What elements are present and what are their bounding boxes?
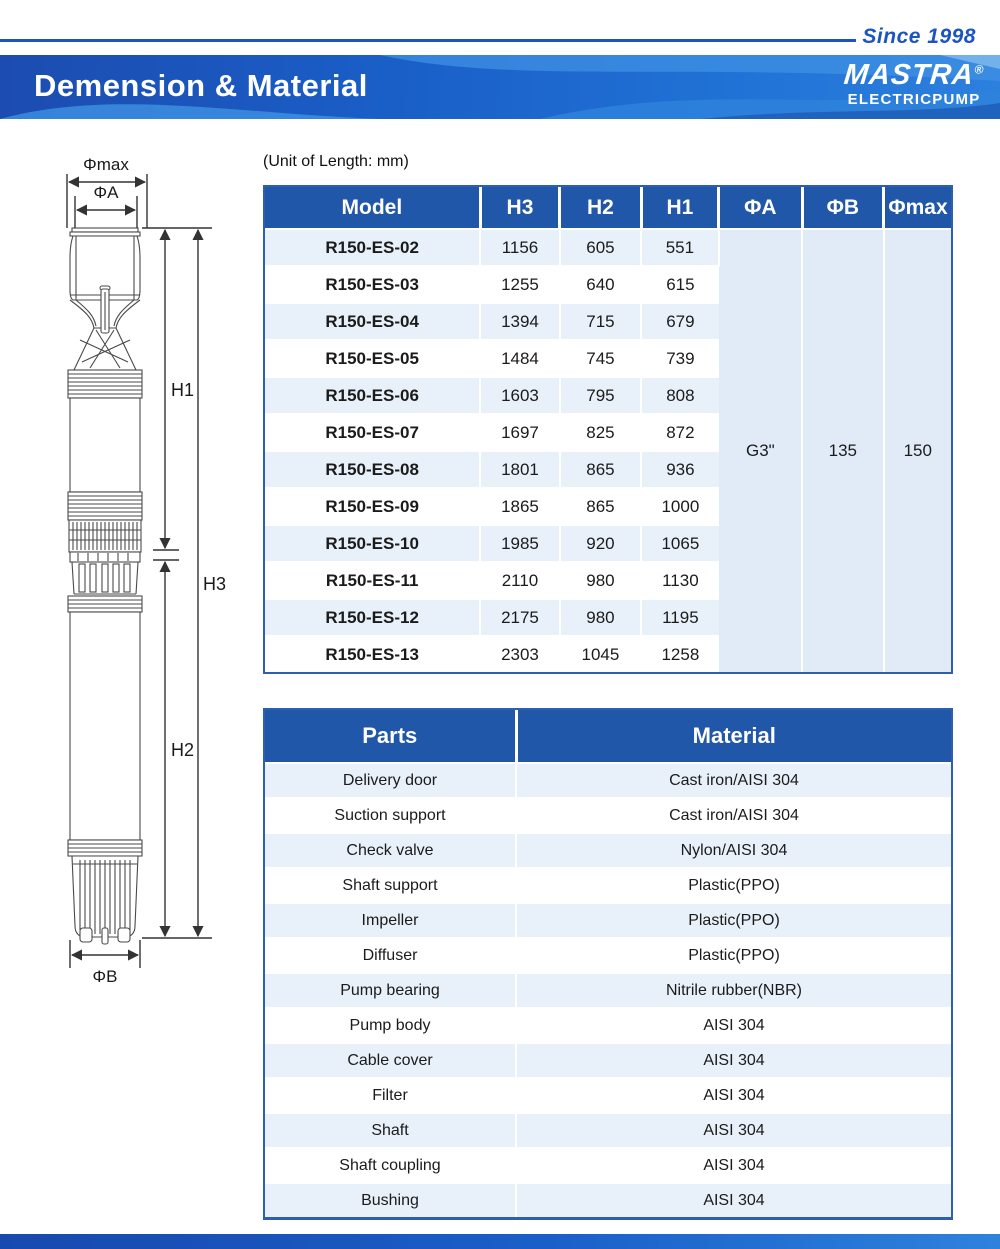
model-cell: R150-ES-03	[265, 266, 480, 303]
parts-table-row	[265, 1078, 951, 1113]
h2-value-cell: 980	[560, 562, 641, 599]
parts-table-row	[265, 1148, 951, 1183]
material-cell: AISI 304	[516, 1078, 951, 1113]
material-cell: Plastic(PPO)	[516, 938, 951, 973]
material-cell: Plastic(PPO)	[516, 903, 951, 938]
registered-trademark-icon: ®	[974, 62, 986, 77]
since-1998-label: Since 1998	[862, 25, 976, 48]
material-cell: AISI 304	[516, 1183, 951, 1217]
h1-value-cell: 615	[641, 266, 718, 303]
h1-value-cell: 1195	[641, 599, 718, 636]
material-cell: Nylon/AISI 304	[516, 833, 951, 868]
model-cell: R150-ES-02	[265, 229, 480, 266]
mastra-logo	[844, 60, 984, 108]
parts-table-row	[265, 798, 951, 833]
h1-value-cell: 551	[641, 229, 718, 266]
model-cell: R150-ES-06	[265, 377, 480, 414]
part-cell: Cable cover	[265, 1043, 516, 1078]
h2-value-cell: 1045	[560, 636, 641, 672]
dim-column-header: ΦB	[802, 187, 883, 229]
parts-table-row	[265, 1183, 951, 1217]
h3-value-cell: 1394	[480, 303, 559, 340]
footer-bar	[0, 1234, 1000, 1249]
model-cell: R150-ES-12	[265, 599, 480, 636]
material-cell: Plastic(PPO)	[516, 868, 951, 903]
part-cell: Delivery door	[265, 763, 516, 798]
model-cell: R150-ES-11	[265, 562, 480, 599]
parts-table-row	[265, 1008, 951, 1043]
part-cell: Pump body	[265, 1008, 516, 1043]
h1-value-cell: 1065	[641, 525, 718, 562]
parts-table-row	[265, 763, 951, 798]
logo-wordmark: MASTRA	[842, 59, 976, 91]
dim-table-row	[265, 229, 951, 266]
dim-column-header: H3	[480, 187, 559, 229]
pump-drawing-svg	[50, 148, 250, 1000]
pump-outline	[68, 228, 142, 944]
model-cell: R150-ES-07	[265, 414, 480, 451]
page-title: Demension & Material	[34, 68, 368, 103]
phi-b-merged-cell: 135	[802, 229, 883, 672]
h2-value-cell: 865	[560, 451, 641, 488]
h1-value-cell: 1130	[641, 562, 718, 599]
parts-table-row	[265, 938, 951, 973]
part-cell: Bushing	[265, 1183, 516, 1217]
h3-value-cell: 1255	[480, 266, 559, 303]
h1-value-cell: 679	[641, 303, 718, 340]
part-cell: Pump bearing	[265, 973, 516, 1008]
h3-value-cell: 1603	[480, 377, 559, 414]
phi-a-merged-cell: G3"	[719, 229, 802, 672]
part-cell: Shaft support	[265, 868, 516, 903]
h1-label: H1	[171, 380, 195, 400]
h2-label: H2	[171, 740, 195, 760]
phi-a-label: ΦA	[93, 183, 119, 202]
material-cell: AISI 304	[516, 1008, 951, 1043]
h3-label: H3	[203, 574, 227, 594]
parts-table-row	[265, 868, 951, 903]
h3-value-cell: 1484	[480, 340, 559, 377]
material-cell: AISI 304	[516, 1043, 951, 1078]
material-cell: AISI 304	[516, 1148, 951, 1183]
part-cell: Check valve	[265, 833, 516, 868]
model-cell: R150-ES-13	[265, 636, 480, 672]
h2-value-cell: 745	[560, 340, 641, 377]
h3-value-cell: 1697	[480, 414, 559, 451]
model-cell: R150-ES-05	[265, 340, 480, 377]
part-cell: Diffuser	[265, 938, 516, 973]
phi-max-label: Φmax	[83, 155, 129, 174]
model-cell: R150-ES-10	[265, 525, 480, 562]
top-rule-line	[0, 39, 856, 42]
model-cell: R150-ES-09	[265, 488, 480, 525]
parts-material-table	[263, 708, 953, 1220]
phi-b-label: ΦB	[92, 967, 118, 986]
h3-value-cell: 1865	[480, 488, 559, 525]
h2-value-cell: 980	[560, 599, 641, 636]
material-cell: Cast iron/AISI 304	[516, 798, 951, 833]
dim-column-header: Φmax	[884, 187, 951, 229]
h2-value-cell: 920	[560, 525, 641, 562]
part-cell: Filter	[265, 1078, 516, 1113]
logo-brand-text	[843, 60, 986, 90]
pump-technical-drawing	[50, 148, 250, 1000]
material-cell: Nitrile rubber(NBR)	[516, 973, 951, 1008]
h3-value-cell: 1156	[480, 229, 559, 266]
part-cell: Suction support	[265, 798, 516, 833]
dim-column-header: ΦA	[719, 187, 802, 229]
parts-table-row	[265, 973, 951, 1008]
unit-of-length-note: (Unit of Length: mm)	[263, 153, 409, 170]
parts-column-header: Material	[516, 710, 951, 763]
h1-value-cell: 1258	[641, 636, 718, 672]
parts-table-row	[265, 833, 951, 868]
part-cell: Shaft	[265, 1113, 516, 1148]
h1-value-cell: 739	[641, 340, 718, 377]
h2-value-cell: 640	[560, 266, 641, 303]
phi-max-merged-cell: 150	[884, 229, 951, 672]
h2-value-cell: 825	[560, 414, 641, 451]
h2-value-cell: 795	[560, 377, 641, 414]
h1-value-cell: 1000	[641, 488, 718, 525]
logo-subtitle: ELECTRICPUMP	[847, 91, 981, 109]
h3-value-cell: 1801	[480, 451, 559, 488]
dim-column-header: Model	[265, 187, 480, 229]
parts-table-grid	[265, 710, 951, 1217]
h3-value-cell: 2110	[480, 562, 559, 599]
parts-table-row	[265, 1113, 951, 1148]
parts-table-row	[265, 903, 951, 938]
dim-column-header: H2	[560, 187, 641, 229]
model-cell: R150-ES-08	[265, 451, 480, 488]
material-cell: AISI 304	[516, 1113, 951, 1148]
h3-value-cell: 2303	[480, 636, 559, 672]
h3-value-cell: 2175	[480, 599, 559, 636]
header-banner	[0, 55, 1000, 119]
part-cell: Shaft coupling	[265, 1148, 516, 1183]
model-cell: R150-ES-04	[265, 303, 480, 340]
parts-column-header: Parts	[265, 710, 516, 763]
h2-value-cell: 605	[560, 229, 641, 266]
material-cell: Cast iron/AISI 304	[516, 763, 951, 798]
h1-value-cell: 808	[641, 377, 718, 414]
part-cell: Impeller	[265, 903, 516, 938]
h1-value-cell: 936	[641, 451, 718, 488]
h2-value-cell: 715	[560, 303, 641, 340]
h1-value-cell: 872	[641, 414, 718, 451]
parts-table-row	[265, 1043, 951, 1078]
h2-value-cell: 865	[560, 488, 641, 525]
dimensions-table-grid	[265, 187, 951, 672]
dim-column-header: H1	[641, 187, 718, 229]
dimensions-table	[263, 185, 953, 674]
h3-value-cell: 1985	[480, 525, 559, 562]
